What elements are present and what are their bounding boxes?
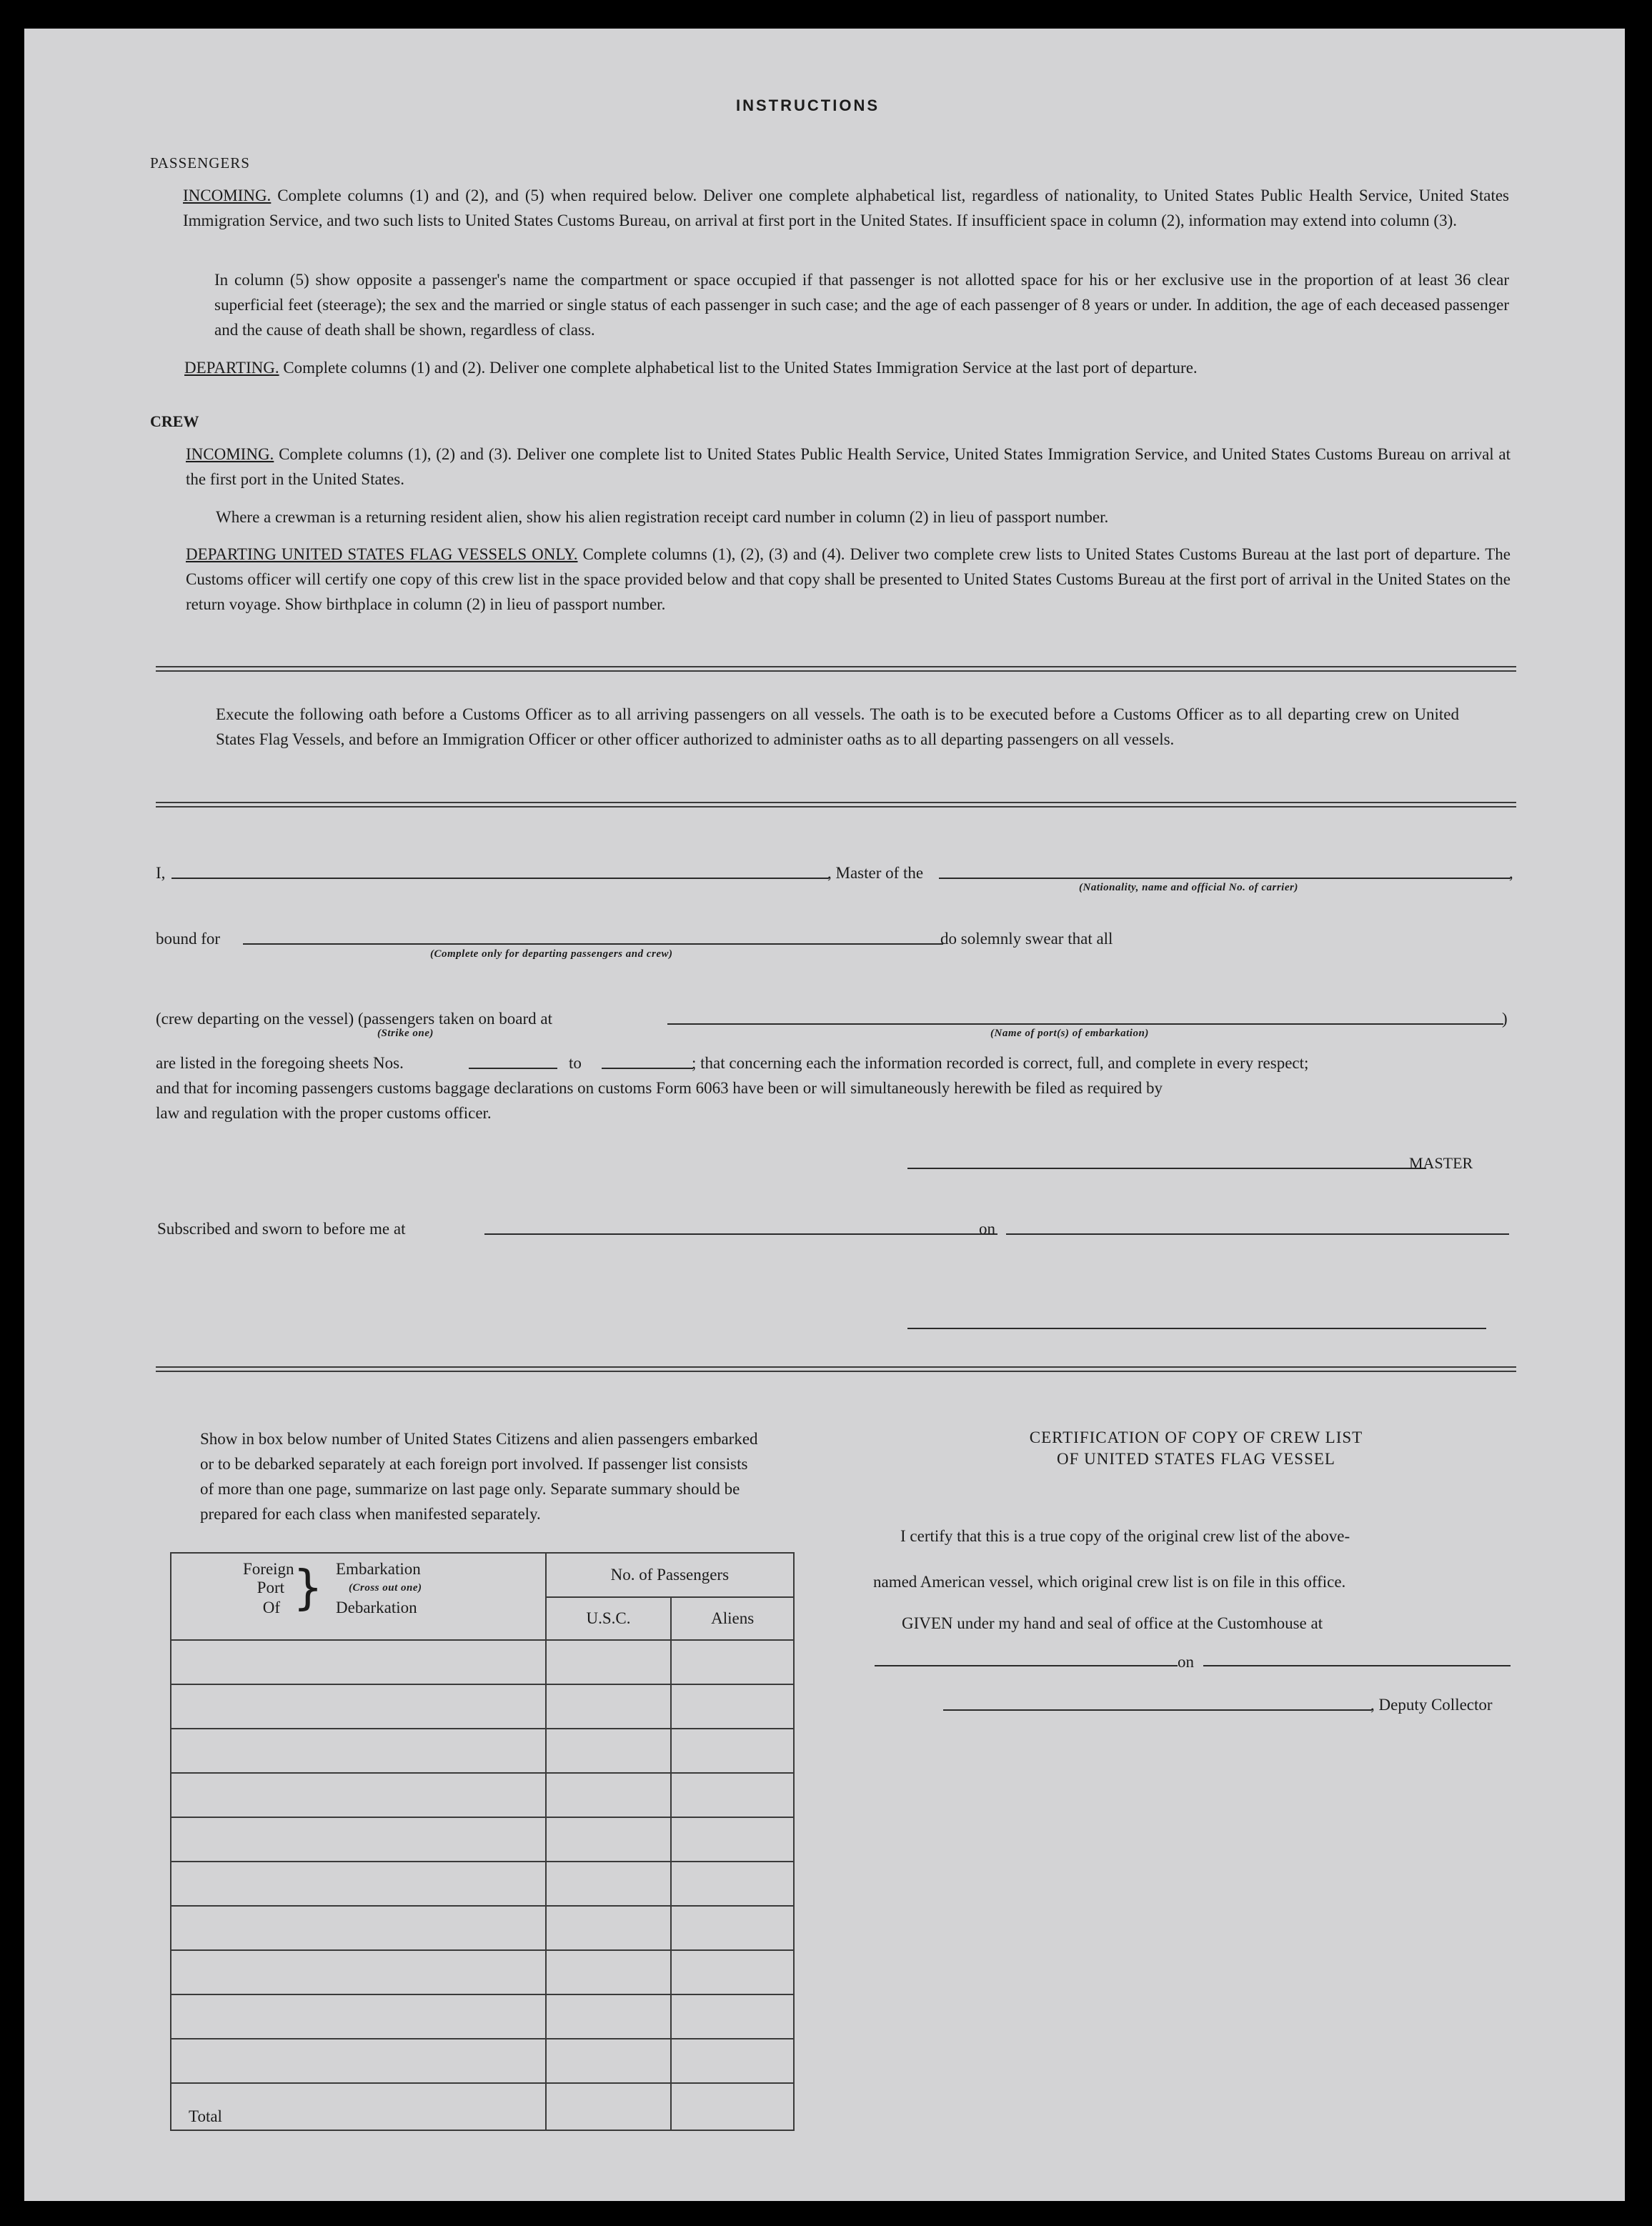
oath-i: I, bbox=[156, 864, 166, 882]
carrier-line[interactable] bbox=[939, 878, 1511, 879]
port-cell[interactable] bbox=[171, 1729, 546, 1773]
passengers-column5-paragraph: In column (5) show opposite a passenger's name the compartment or space occupied if that passenger is not allotted space for his or her exclusive use in the proportion of at least 36 clear superficial feet (steerage); the sex and the married or single status of each passenger in such case; and the age of each passenger of 8 years or under. In addition, the age of each deceased passenger and the cause of death shall be shown, regardless of class. bbox=[214, 271, 1509, 339]
sheet-from-line[interactable] bbox=[469, 1068, 557, 1069]
usc-cell[interactable] bbox=[546, 1862, 672, 1906]
crew-heading: CREW bbox=[150, 412, 199, 430]
subscribed-place-line[interactable] bbox=[484, 1233, 997, 1235]
aliens-header: Aliens bbox=[671, 1597, 794, 1640]
aliens-cell[interactable] bbox=[671, 1994, 794, 2039]
certification-date-line[interactable] bbox=[1203, 1665, 1511, 1666]
passengers-incoming-label: INCOMING. bbox=[183, 187, 272, 204]
certification-title-2: OF UNITED STATES FLAG VESSEL bbox=[1057, 1450, 1335, 1468]
port-label: Port bbox=[257, 1579, 284, 1596]
of-label: Of bbox=[262, 1599, 280, 1616]
port-cell[interactable] bbox=[171, 2039, 546, 2083]
certification-line3: GIVEN under my hand and seal of office at the Customhouse at bbox=[902, 1614, 1323, 1632]
embarkation-label: Embarkation bbox=[336, 1560, 421, 1578]
usc-cell[interactable] bbox=[546, 1684, 672, 1729]
aliens-cell[interactable] bbox=[671, 1773, 794, 1817]
usc-cell[interactable] bbox=[546, 2039, 672, 2083]
aliens-cell[interactable] bbox=[671, 1862, 794, 1906]
bound-for-line[interactable] bbox=[243, 943, 943, 945]
certification-on: on bbox=[1178, 1653, 1194, 1671]
ports-embarkation-line[interactable] bbox=[667, 1023, 1503, 1025]
oath-to: to bbox=[569, 1054, 582, 1072]
port-cell[interactable] bbox=[171, 1640, 546, 1684]
aliens-total-cell[interactable] bbox=[671, 2083, 794, 2130]
port-cell[interactable] bbox=[171, 1906, 546, 1950]
master-name-line[interactable] bbox=[171, 878, 829, 879]
usc-cell[interactable] bbox=[546, 1817, 672, 1862]
deputy-signature-line[interactable] bbox=[943, 1709, 1372, 1711]
cross-out-note: (Cross out one) bbox=[349, 1582, 422, 1594]
ports-note: (Name of port(s) of embarkation) bbox=[990, 1028, 1149, 1039]
usc-cell[interactable] bbox=[546, 1994, 672, 2039]
passengers-departing-text: Complete columns (1) and (2). Deliver one complete alphabetical list to the United States Immigration Service at the last port of departure. bbox=[283, 359, 1198, 377]
aliens-cell[interactable] bbox=[671, 1729, 794, 1773]
certification-line1: I certify that this is a true copy of the original crew list of the above- bbox=[900, 1527, 1350, 1545]
crew-incoming-paragraph bbox=[186, 442, 1511, 492]
usc-total-cell[interactable] bbox=[546, 2083, 672, 2130]
aliens-cell[interactable] bbox=[671, 2039, 794, 2083]
oath-instructions: Execute the following oath before a Customs Officer as to all arriving passengers on all vessels. The oath is to be executed before a Customs Officer as to all departing crew on United States Flag Vessels, and before an Immigration Officer or other officer authorized to administer oaths as to all departing passengers on all vessels. bbox=[216, 705, 1459, 748]
usc-cell[interactable] bbox=[546, 1950, 672, 1994]
comma: , bbox=[1509, 864, 1513, 882]
complete-only-note: (Complete only for departing passengers and crew) bbox=[430, 948, 673, 960]
brace-icon: } bbox=[293, 1560, 323, 1615]
usc-header: U.S.C. bbox=[546, 1597, 672, 1640]
instructions-title: INSTRUCTIONS bbox=[736, 96, 880, 114]
customhouse-place-line[interactable] bbox=[875, 1665, 1178, 1666]
port-cell[interactable] bbox=[171, 1994, 546, 2039]
oath-bound-for: bound for bbox=[156, 930, 221, 948]
aliens-cell[interactable] bbox=[671, 1684, 794, 1729]
port-cell[interactable] bbox=[171, 1817, 546, 1862]
crew-resident-paragraph: Where a crewman is a returning resident alien, show his alien registration receipt card number in column (2) in lieu of passport number. bbox=[216, 508, 1109, 526]
oath-line2: and that for incoming passengers customs baggage declarations on customs Form 6063 have been or will simultaneously herewith be filed as required by bbox=[156, 1079, 1163, 1097]
port-cell[interactable] bbox=[171, 1684, 546, 1729]
strike-one-note: (Strike one) bbox=[377, 1028, 434, 1039]
usc-cell[interactable] bbox=[546, 1906, 672, 1950]
passengers-incoming-text: Complete columns (1) and (2), and (5) when required below. Deliver one complete alphabetical list, regardless of nationality, to United States Public Health Service, United States Immigration Service, and two such lists to United States Customs Bureau, on arrival at first port in the United States. If insufficient space in column (2), information may extend into column (3). bbox=[183, 187, 1509, 229]
total-label: Total bbox=[171, 2083, 546, 2130]
port-header-cell bbox=[171, 1553, 546, 1640]
passengers-departing-label: DEPARTING. bbox=[184, 359, 279, 377]
usc-cell[interactable] bbox=[546, 1773, 672, 1817]
aliens-cell[interactable] bbox=[671, 1817, 794, 1862]
divider-rule bbox=[156, 670, 1516, 672]
oath-master-of-the: , Master of the bbox=[827, 864, 924, 882]
nationality-note: (Nationality, name and official No. of carrier) bbox=[1079, 882, 1298, 893]
divider-rule bbox=[156, 1371, 1516, 1372]
usc-cell[interactable] bbox=[546, 1640, 672, 1684]
oath-crew-departing: (crew departing on the vessel) (passengers taken on board at bbox=[156, 1010, 552, 1028]
master-label: MASTER bbox=[1409, 1154, 1473, 1172]
officer-signature-line[interactable] bbox=[907, 1328, 1486, 1329]
no-passengers-header: No. of Passengers bbox=[546, 1553, 794, 1597]
passenger-summary-table bbox=[170, 1552, 795, 2131]
aliens-cell[interactable] bbox=[671, 1640, 794, 1684]
oath-listed-rest: ; that concerning each the information recorded is correct, full, and complete in every respect; bbox=[692, 1054, 1309, 1072]
divider-rule bbox=[156, 806, 1516, 808]
crew-incoming-text: Complete columns (1), (2) and (3). Deliver one complete list to United States Public Health Service, United States Immigration Service, and United States Customs Bureau on arrival at the first port in the United States. bbox=[186, 445, 1511, 488]
oath-listed-in: are listed in the foregoing sheets Nos. bbox=[156, 1054, 404, 1072]
crew-departing-paragraph bbox=[186, 542, 1511, 617]
aliens-cell[interactable] bbox=[671, 1950, 794, 1994]
subscribed-date-line[interactable] bbox=[1006, 1233, 1509, 1235]
oath-line3: law and regulation with the proper customs officer. bbox=[156, 1104, 492, 1122]
sheet-to-line[interactable] bbox=[602, 1068, 693, 1069]
deputy-collector-label: , Deputy Collector bbox=[1370, 1696, 1493, 1714]
divider-rule bbox=[156, 666, 1516, 667]
port-cell[interactable] bbox=[171, 1950, 546, 1994]
port-cell[interactable] bbox=[171, 1862, 546, 1906]
oath-solemnly: do solemnly swear that all bbox=[940, 930, 1113, 948]
summary-instructions: Show in box below number of United States Citizens and alien passengers embarked or to be debarked separately at each foreign port involved. If passenger list consists of more than one page, summarize on last page only. Separate summary should be prepared for each class when manifested separately. bbox=[200, 1430, 758, 1523]
certification-title-1: CERTIFICATION OF COPY OF CREW LIST bbox=[1029, 1428, 1363, 1446]
certification-line2: named American vessel, which original crew list is on file in this office. bbox=[873, 1573, 1346, 1591]
oath-on: on bbox=[979, 1220, 995, 1238]
aliens-cell[interactable] bbox=[671, 1906, 794, 1950]
crew-incoming-label: INCOMING. bbox=[186, 445, 274, 463]
divider-rule bbox=[156, 802, 1516, 803]
passengers-departing-paragraph bbox=[184, 355, 1511, 380]
master-signature-line[interactable] bbox=[907, 1168, 1426, 1169]
passengers-incoming-paragraph bbox=[183, 183, 1509, 233]
passengers-heading: PASSENGERS bbox=[150, 154, 250, 172]
usc-cell[interactable] bbox=[546, 1729, 672, 1773]
oath-close-paren: ) bbox=[1502, 1010, 1508, 1028]
port-cell[interactable] bbox=[171, 1773, 546, 1817]
oath-subscribed: Subscribed and sworn to before me at bbox=[157, 1220, 406, 1238]
form-page bbox=[24, 29, 1625, 2201]
crew-departing-label: DEPARTING UNITED STATES FLAG VESSELS ONLY. bbox=[186, 545, 578, 563]
crew-departing-text: Complete columns (1), (2), (3) and (4). Deliver two complete crew lists to United States Customs Bureau at the last port of departure. The Customs officer will certify one copy of this crew list in the space provided below and that copy shall be presented to United States Customs Bureau at the first port of arrival in the United States on the return voyage. Show birthplace in column (2) in lieu of passport number. bbox=[186, 545, 1511, 613]
divider-rule bbox=[156, 1366, 1516, 1368]
foreign-label: Foreign bbox=[243, 1560, 294, 1578]
debarkation-label: Debarkation bbox=[336, 1599, 417, 1616]
